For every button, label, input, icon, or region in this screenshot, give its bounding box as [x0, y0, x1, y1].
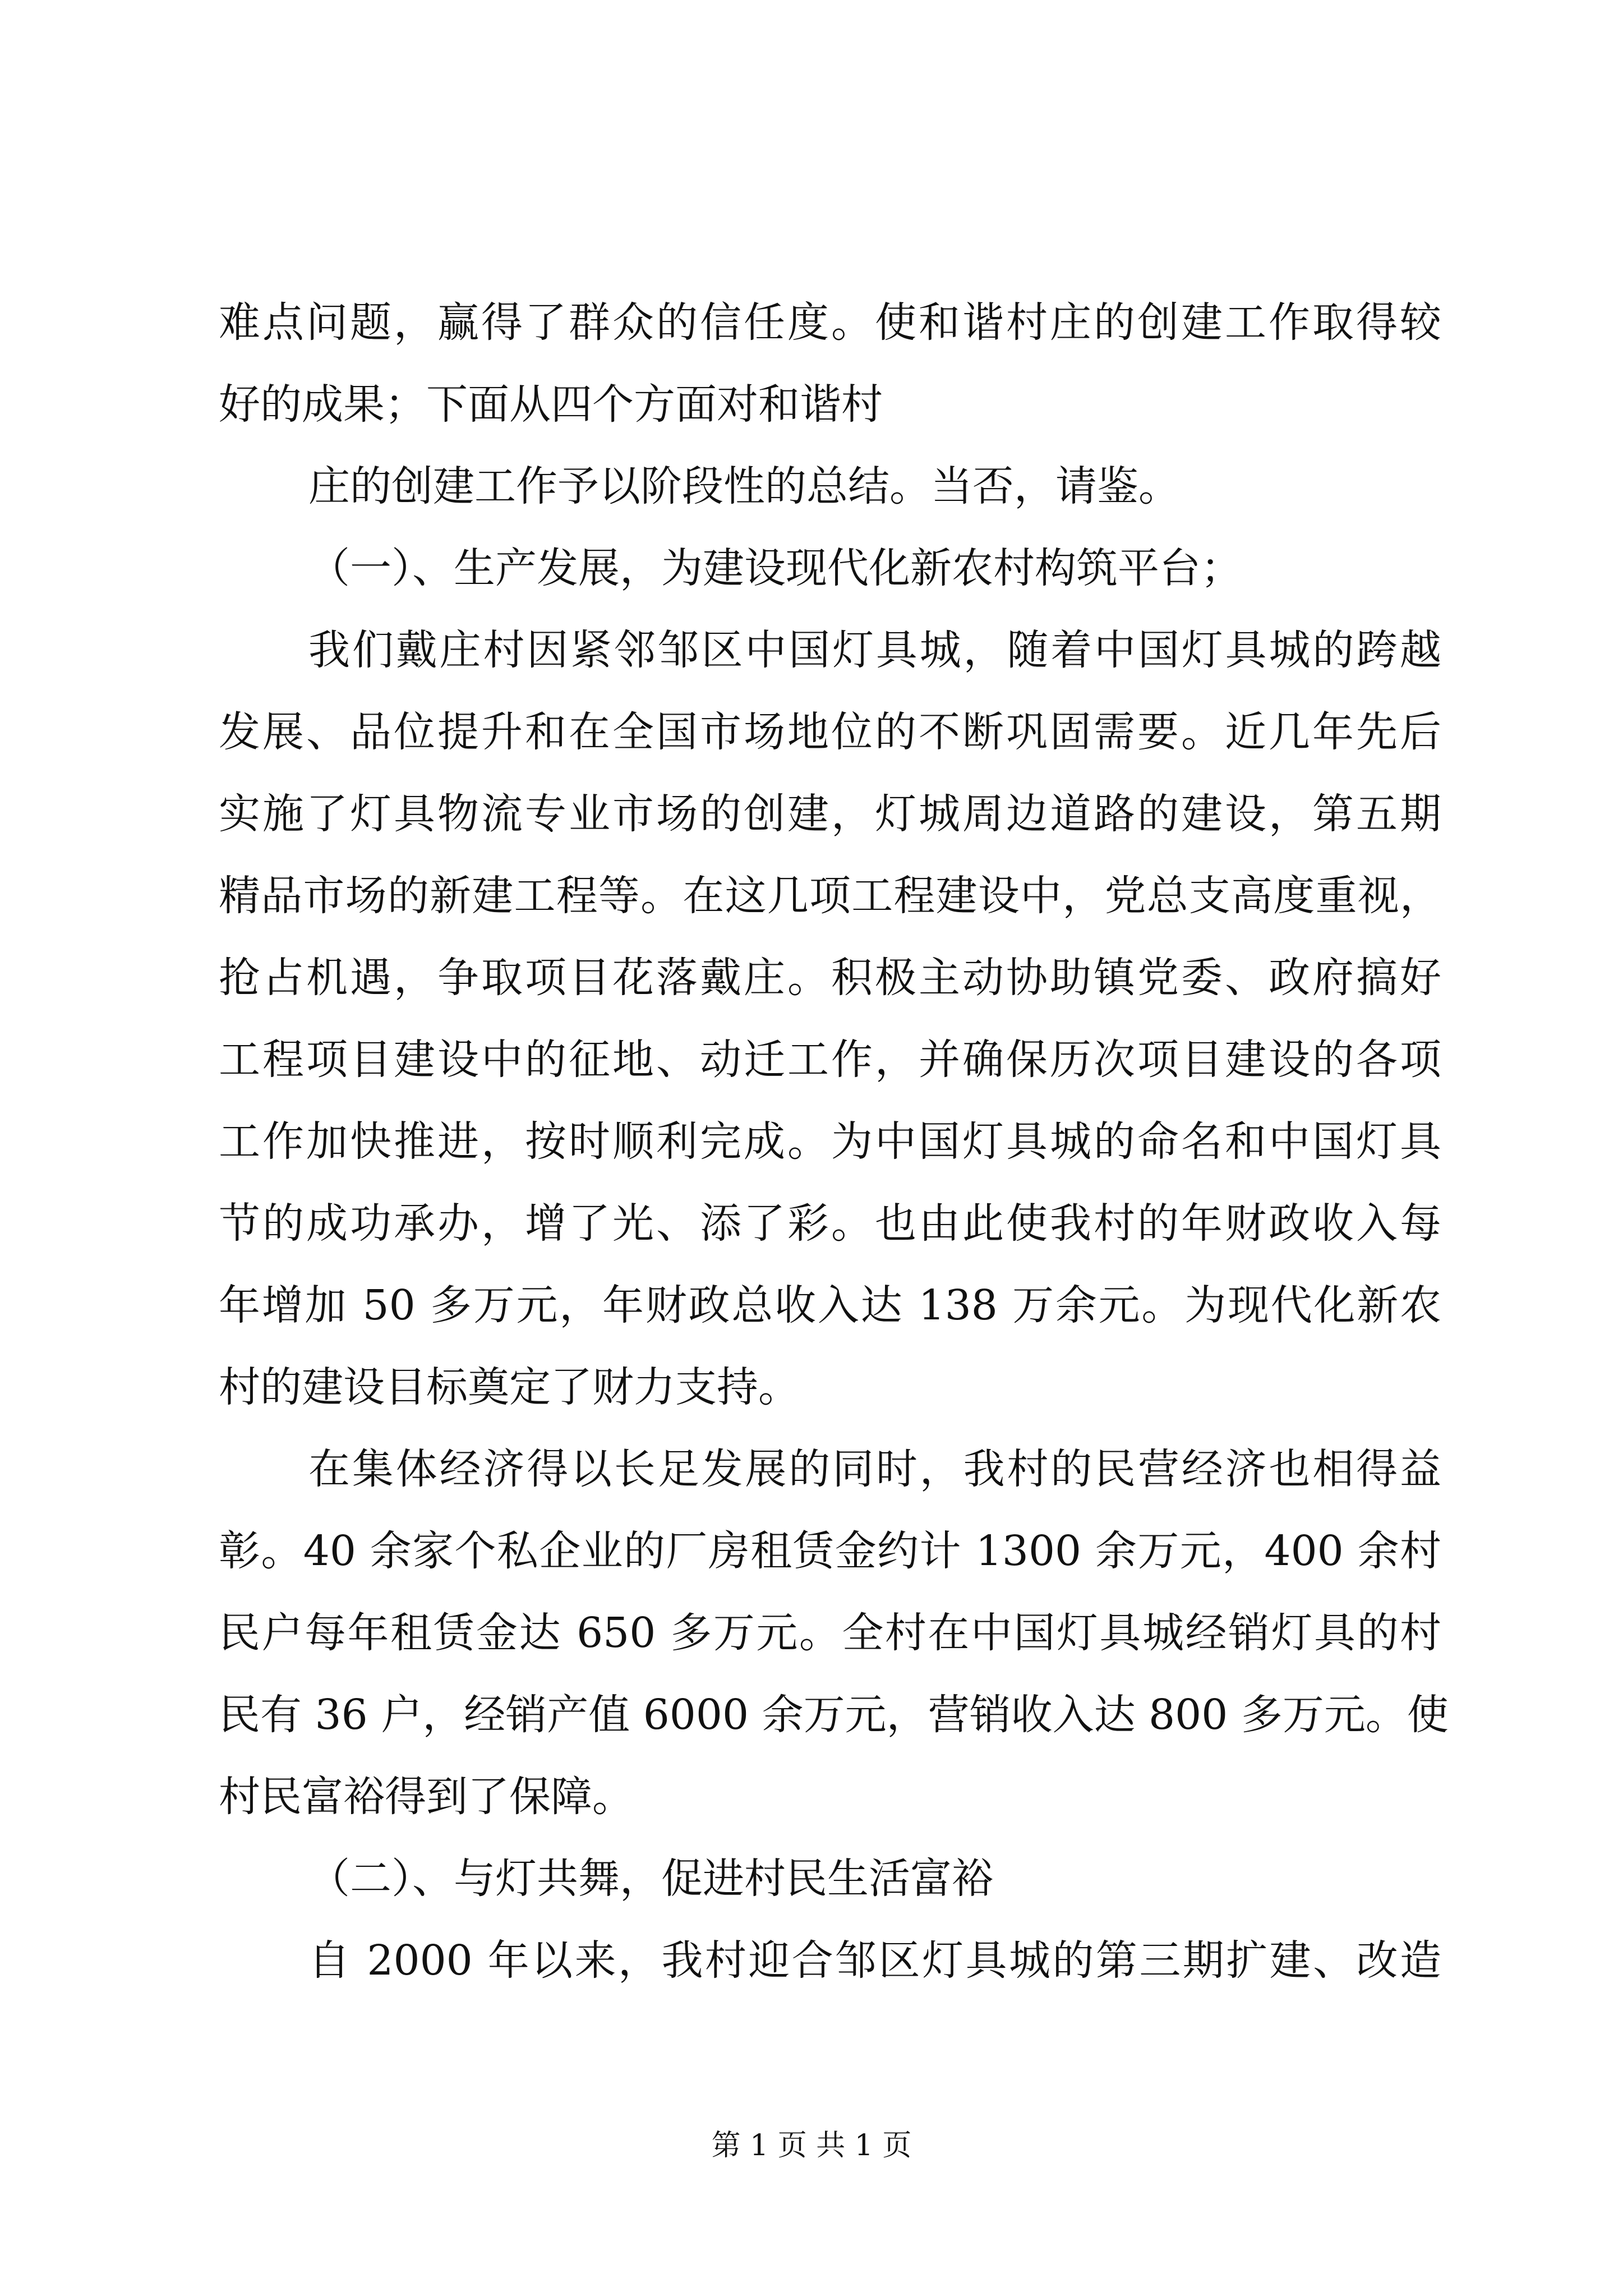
- text-line: 在集体经济得以长足发展的同时，我村的民营经济也相得益: [308, 1445, 1441, 1493]
- text-line: 村民富裕得到了保障。: [219, 1773, 634, 1821]
- text-line: 庄的创建工作予以阶段性的总结。当否，请鉴。: [308, 462, 1180, 510]
- text-line: 好的成果；下面从四个方面对和谐村: [219, 380, 883, 429]
- text-line: 民户每年租赁金达 650 多万元。全村在中国灯具城经销灯具的村: [219, 1609, 1441, 1657]
- text-line: 工作加快推进，按时顺利完成。为中国灯具城的命名和中国灯具: [219, 1117, 1441, 1166]
- text-line: 发展、品位提升和在全国市场地位的不断巩固需要。近几年先后: [219, 708, 1441, 756]
- text-line: 抢占机遇，争取项目花落戴庄。积极主动协助镇党委、政府搞好: [219, 954, 1441, 1002]
- page-footer: 第 1 页 共 1 页: [711, 2129, 912, 2162]
- text-line: 自 2000 年以来，我村迎合邹区灯具城的第三期扩建、改造: [308, 1936, 1441, 1985]
- text-line: 节的成功承办，增了光、添了彩。也由此使我村的年财政收入每: [219, 1199, 1441, 1248]
- text-line: 实施了灯具物流专业市场的创建，灯城周边道路的建设，第五期: [219, 790, 1441, 838]
- text-line: 彰。40 余家个私企业的厂房租赁金约计 1300 余万元，400 余村: [219, 1527, 1441, 1575]
- section-heading-1: （一）、生产发展，为建设现代化新农村构筑平台；: [308, 544, 1242, 592]
- section-heading-2: （二）、与灯共舞，促进村民生活富裕: [308, 1855, 993, 1903]
- text-line: 村的建设目标奠定了财力支持。: [219, 1363, 800, 1411]
- text-line: 难点问题，赢得了群众的信任度。使和谐村庄的创建工作取得较: [219, 298, 1441, 347]
- text-line: 年增加 50 多万元，年财政总收入达 138 万余元。为现代化新农: [219, 1281, 1441, 1329]
- text-line: 工程项目建设中的征地、动迁工作，并确保历次项目建设的各项: [219, 1036, 1441, 1084]
- text-line: 精品市场的新建工程等。在这几项工程建设中，党总支高度重视，: [219, 872, 1441, 920]
- text-line: 民有 36 户，经销产值 6000 余万元，营销收入达 800 多万元。使: [219, 1691, 1449, 1739]
- text-line: 我们戴庄村因紧邻邹区中国灯具城，随着中国灯具城的跨越: [308, 626, 1441, 674]
